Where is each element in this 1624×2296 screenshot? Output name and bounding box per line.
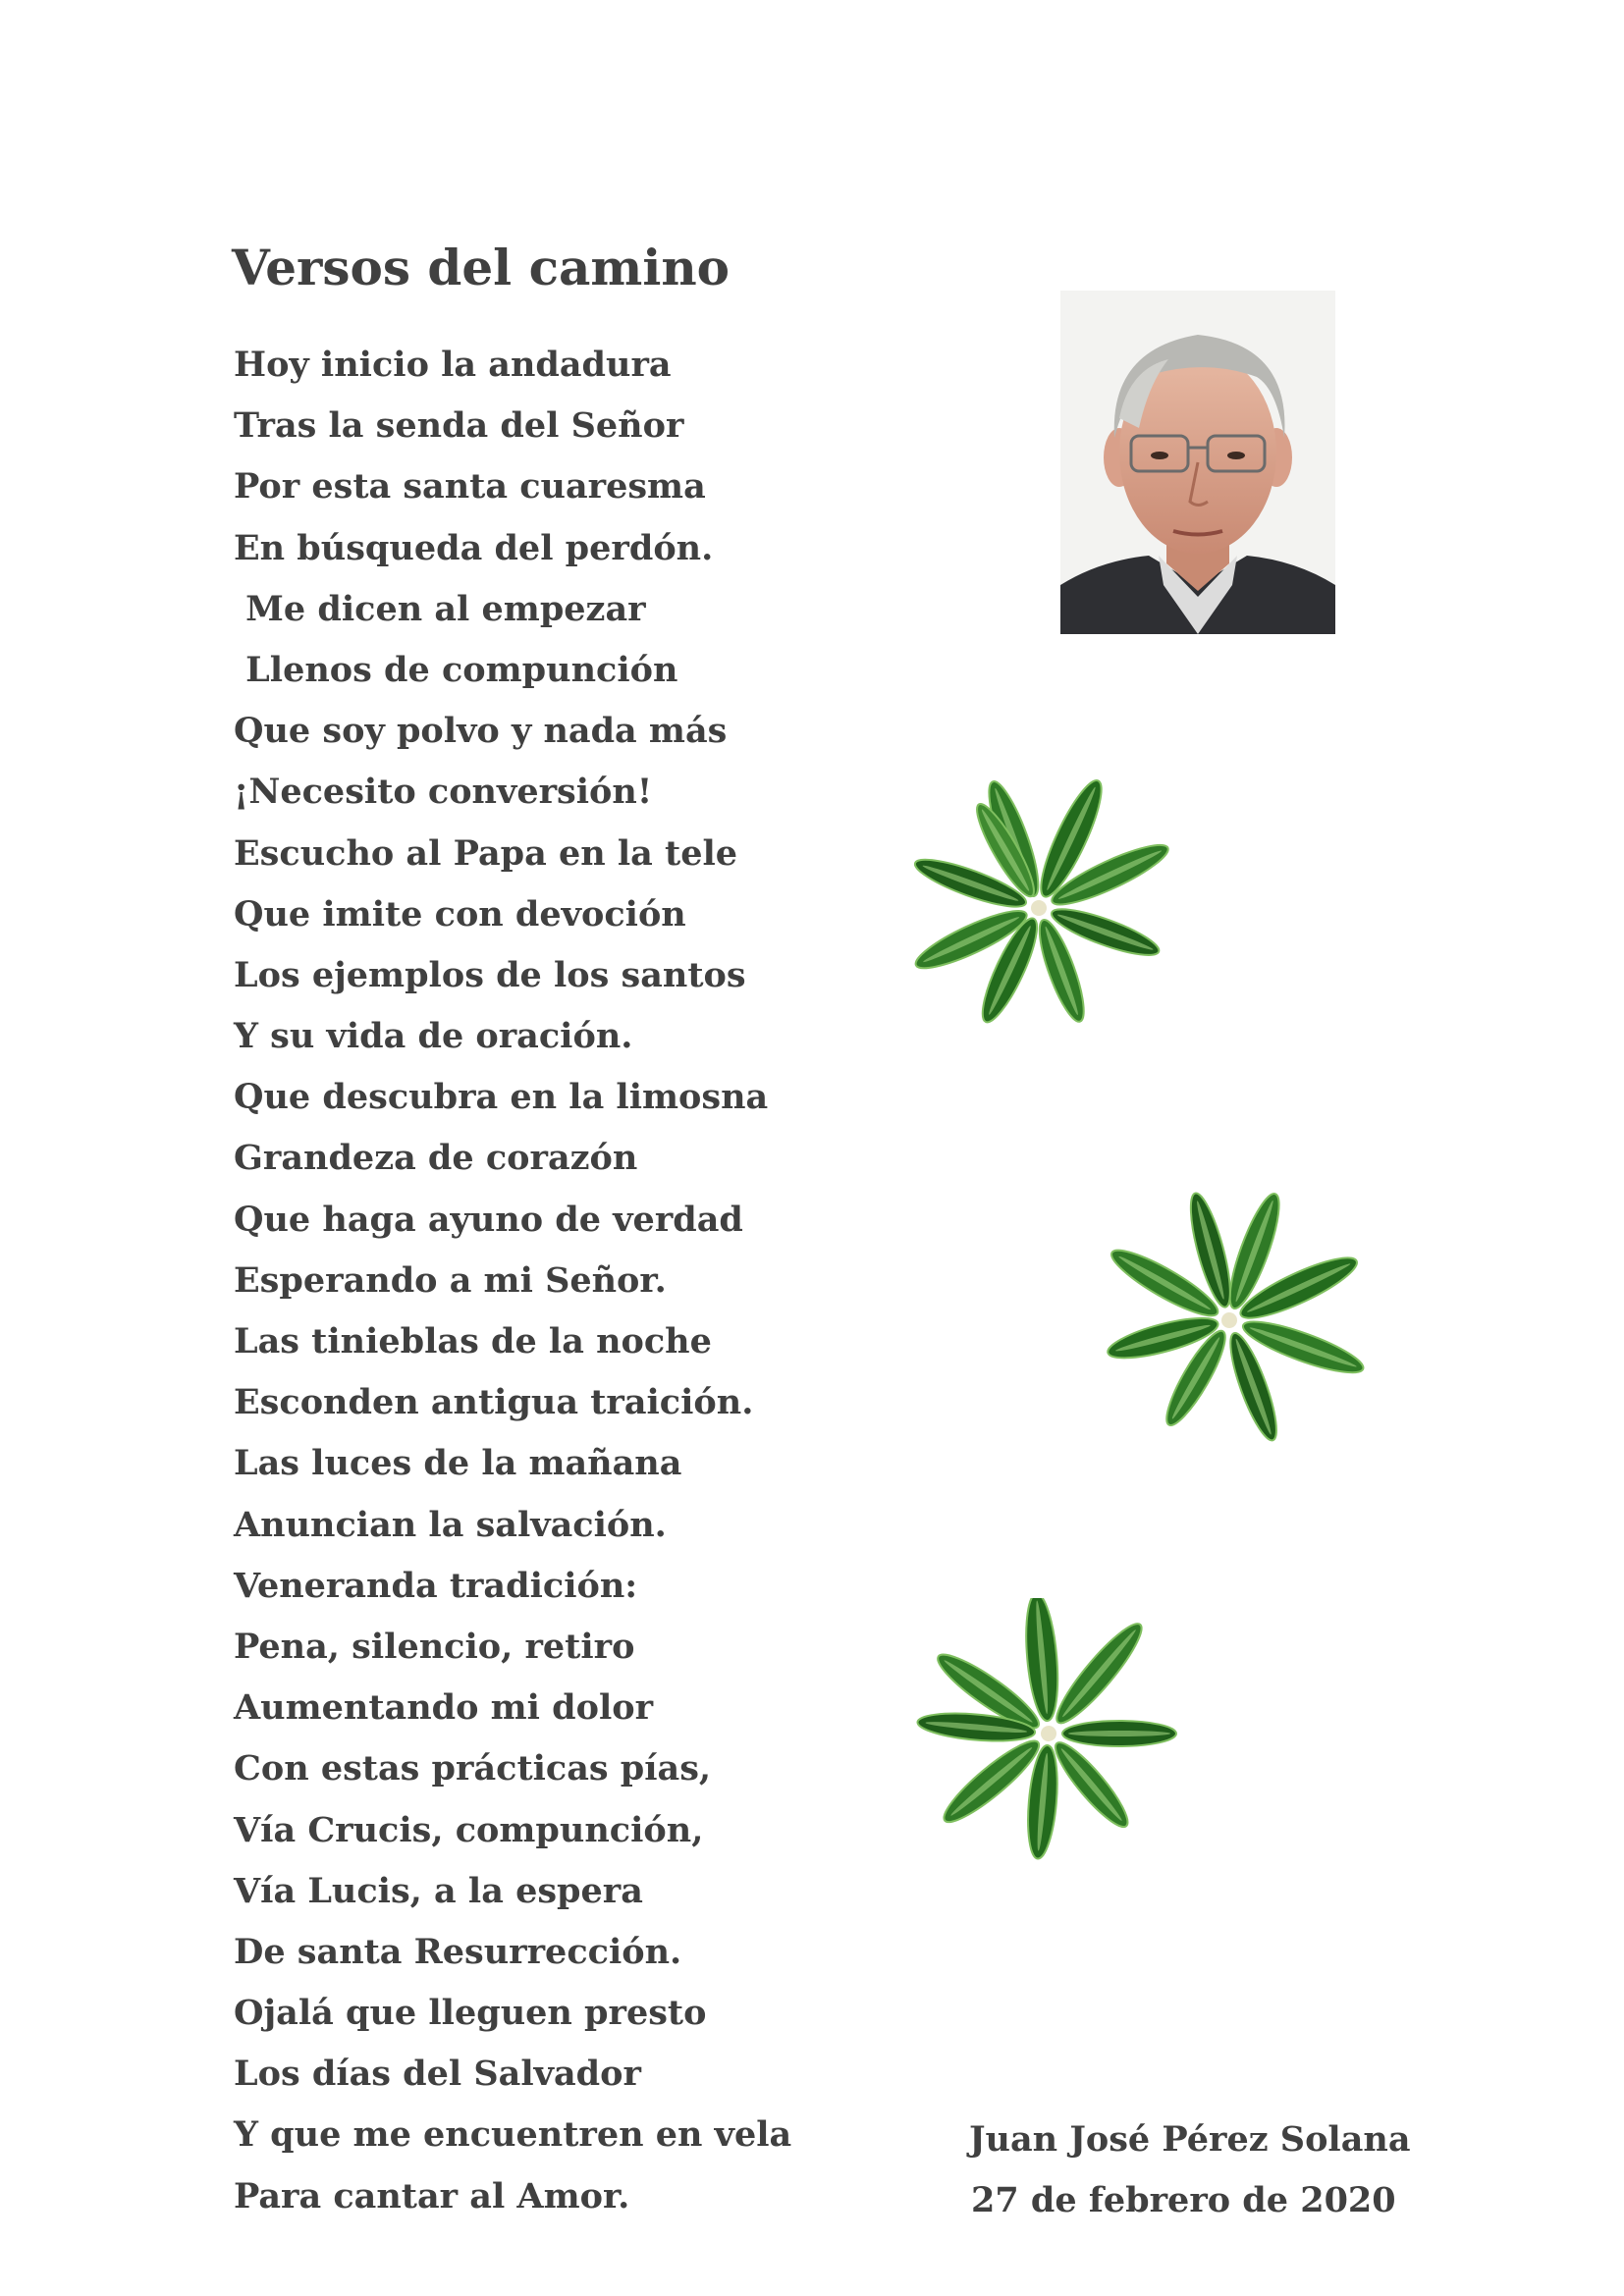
poem-line: Vía Crucis, compunción, xyxy=(234,1809,704,1850)
poem-line: Y que me encuentren en vela xyxy=(234,2114,792,2156)
poem-line: Para cantar al Amor. xyxy=(234,2175,630,2216)
poem-title: Versos del camino xyxy=(232,239,731,296)
poem-line: Grandeza de corazón xyxy=(234,1138,638,1179)
poem-line: Esperando a mi Señor. xyxy=(234,1259,667,1301)
poem-line: Y su vida de oración. xyxy=(234,1016,633,1057)
poem-line: Llenos de compunción xyxy=(234,649,678,690)
author-portrait xyxy=(1060,291,1335,634)
poem-line: Las luces de la mañana xyxy=(234,1443,682,1484)
poem-line: Que descubra en la limosna xyxy=(234,1077,769,1118)
poem-line: Hoy inicio la andadura xyxy=(234,345,672,385)
poem-line: Aumentando mi dolor xyxy=(234,1687,654,1729)
author-name: Juan José Pérez Solana xyxy=(969,2119,1411,2160)
poem-line: Las tinieblas de la noche xyxy=(234,1321,712,1362)
poem-body xyxy=(234,342,791,2234)
olive-sprig-decoration-3 xyxy=(911,1598,1191,1873)
poem-line: Que soy polvo y nada más xyxy=(234,711,728,752)
olive-sprig-decoration-2 xyxy=(1092,1178,1372,1463)
olive-sprig-decoration-1 xyxy=(901,775,1181,1045)
poem-line: Pena, silencio, retiro xyxy=(234,1626,635,1667)
poem-line: ¡Necesito conversión! xyxy=(234,772,653,813)
poem-line: Ojalá que lleguen presto xyxy=(234,1993,707,2034)
poem-line: En búsqueda del perdón. xyxy=(234,527,714,568)
poem-line: Vía Lucis, a la espera xyxy=(234,1870,643,1911)
poem-date: 27 de febrero de 2020 xyxy=(971,2180,1396,2220)
poem-line: Por esta santa cuaresma xyxy=(234,466,706,507)
poem-line: Tras la senda del Señor xyxy=(234,405,684,447)
poem-line: Me dicen al empezar xyxy=(234,588,646,629)
poem-line: Los días del Salvador xyxy=(234,2054,641,2095)
poem-line: Que haga ayuno de verdad xyxy=(234,1199,743,1240)
poem-line: Los ejemplos de los santos xyxy=(234,954,746,995)
poem-line: Escucho al Papa en la tele xyxy=(234,832,738,874)
poem-line: Esconden antigua traición. xyxy=(234,1382,754,1423)
portrait-image xyxy=(1060,291,1335,634)
poem-line: De santa Resurrección. xyxy=(234,1931,682,1972)
poem-line: Anuncian la salvación. xyxy=(234,1504,667,1545)
poem-line: Veneranda tradición: xyxy=(234,1565,638,1606)
poem-line: Que imite con devoción xyxy=(234,893,686,934)
poem-line: Con estas prácticas pías, xyxy=(234,1748,712,1789)
